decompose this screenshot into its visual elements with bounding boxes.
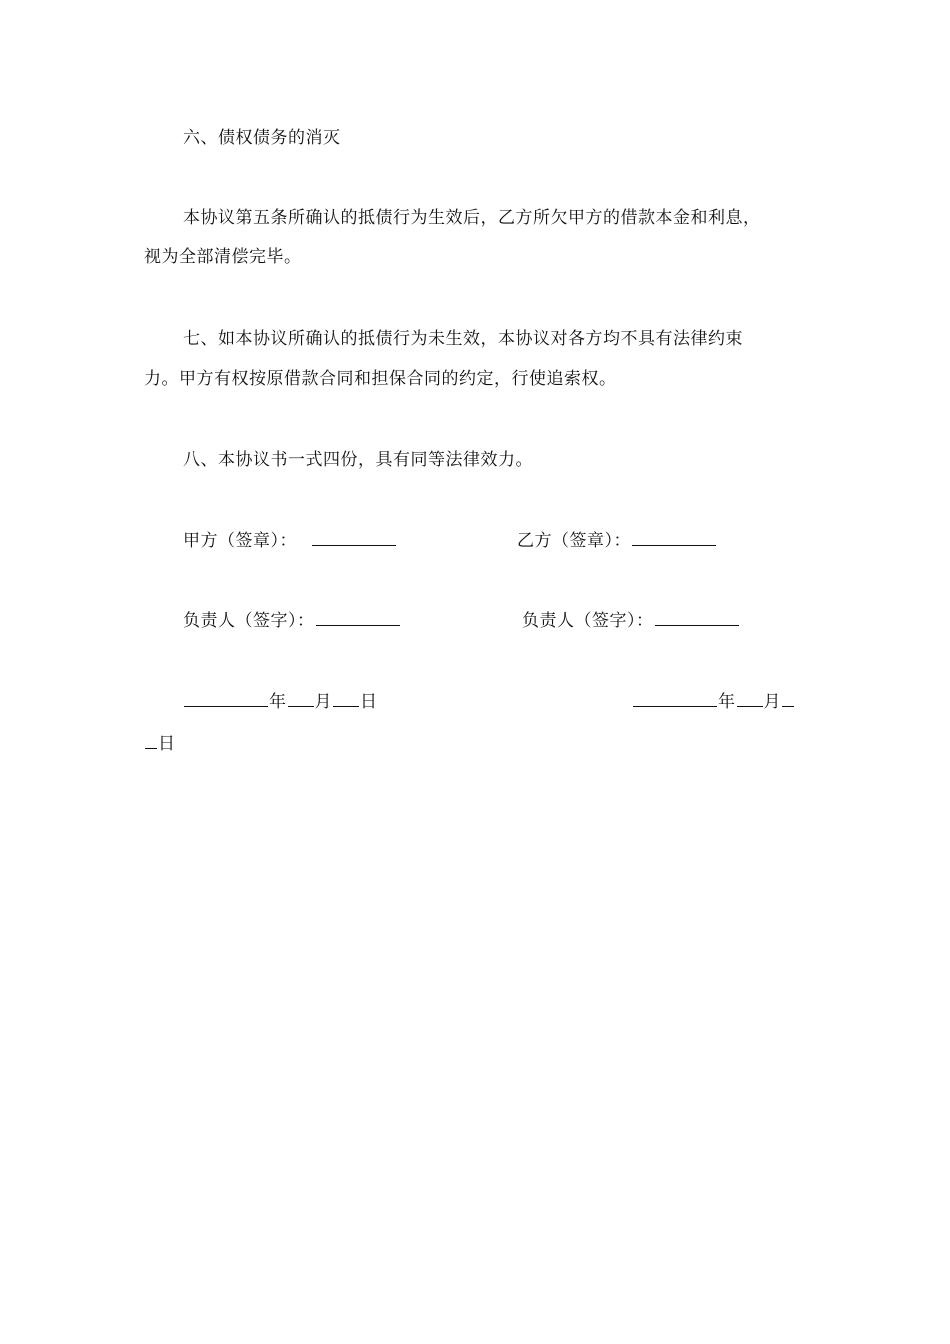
date-b [632, 688, 795, 714]
date-b-day-blank-part2 [145, 730, 157, 749]
responsible-b [522, 607, 740, 633]
date-a-day-blank [333, 688, 359, 707]
section6-paragraph-line2: 视为全部清偿完毕。 [144, 247, 302, 267]
section6-heading: 六、债权债务的消灭 [183, 128, 341, 148]
date-a-year: 年 [269, 692, 287, 712]
date-a-day: 日 [360, 692, 378, 712]
party-b-label: 乙方（签章）： [517, 531, 631, 551]
section7-line2: 力。甲方有权按原借款合同和担保合同的约定，行使追索权。 [144, 369, 617, 389]
section7-line1: 七、如本协议所确认的抵债行为未生效，本协议对各方均不具有法律约束 [183, 329, 743, 349]
date-a-year-blank [184, 688, 268, 707]
responsible-a-label: 负责人（签字）： [183, 611, 315, 631]
responsible-b-signature-line [655, 607, 739, 626]
date-a [183, 688, 378, 714]
party-a-seal [183, 527, 397, 553]
section8-line1: 八、本协议书一式四份，具有同等法律效力。 [183, 450, 533, 470]
date-b-day-blank-part1 [782, 688, 794, 707]
party-a-label: 甲方（签章）： [183, 531, 297, 551]
section6-paragraph-line1: 本协议第五条所确认的抵债行为生效后，乙方所欠甲方的借款本金和利息， [183, 208, 761, 228]
date-a-month-blank [288, 688, 314, 707]
date-b-year-blank [633, 688, 717, 707]
date-b-month-blank [737, 688, 763, 707]
date-b-year: 年 [718, 692, 736, 712]
date-a-month: 月 [314, 692, 332, 712]
party-a-signature-line [312, 527, 396, 546]
date-b-day: 日 [158, 734, 176, 754]
date-b-month: 月 [763, 692, 781, 712]
responsible-a [183, 607, 401, 633]
responsible-b-label: 负责人（签字）： [522, 611, 654, 631]
responsible-a-signature-line [316, 607, 400, 626]
party-b-signature-line [632, 527, 716, 546]
date-b-continuation [144, 730, 176, 756]
party-b-seal [517, 527, 717, 553]
